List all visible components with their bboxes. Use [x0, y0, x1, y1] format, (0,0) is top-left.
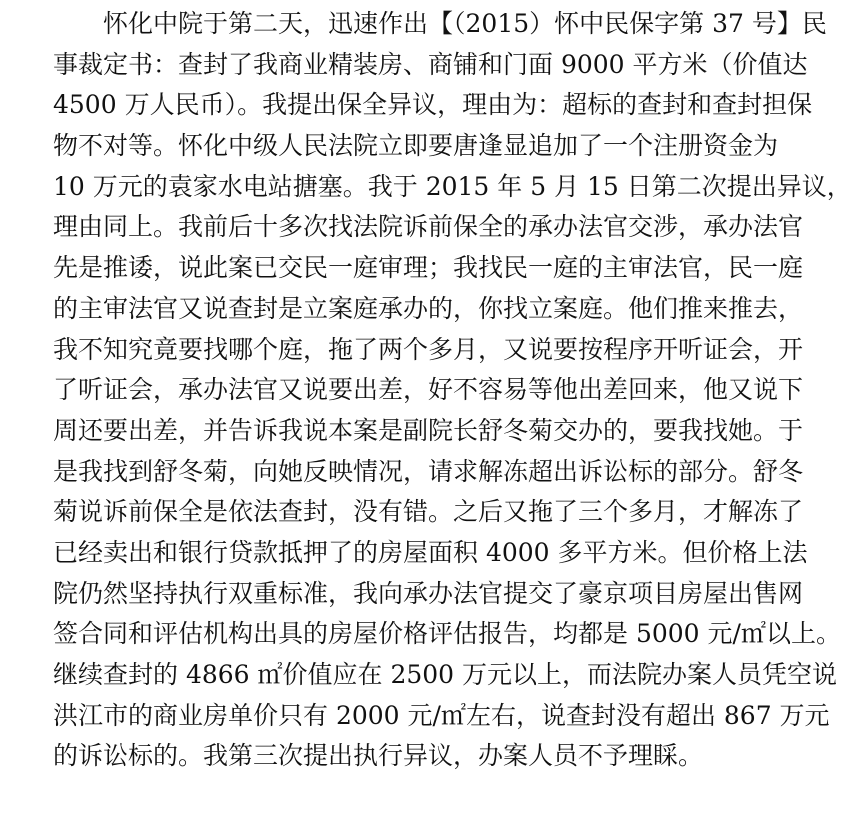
text-line: 继续查封的 4866 ㎡价值应在 2500 万元以上，而法院办案人员凭空说	[53, 660, 838, 689]
text-line: 周还要出差，并告诉我说本案是副院长舒冬菊交办的，要我找她。于	[53, 415, 804, 445]
text-line: 的诉讼标的。我第三次提出执行异议，办案人员不予理睬。	[53, 741, 704, 771]
text-line: 菊说诉前保全是依法查封，没有错。之后又拖了三个多月，才解冻了	[53, 497, 804, 527]
text-line: 10 万元的袁家水电站搪塞。我于 2015 年 5 月 15 日第二次提出异议，	[53, 171, 852, 201]
text-line: 了听证会，承办法官又说要出差，好不容易等他出差回来，他又说下	[53, 375, 804, 405]
text-line: 4500 万人民币）。我提出保全异议，理由为：超标的查封和查封担保	[53, 90, 813, 120]
text-line: 理由同上。我前后十多次找法院诉前保全的承办法官交涉，承办法官	[53, 212, 804, 242]
text-line: 物不对等。怀化中级人民法院立即要唐逢显追加了一个注册资金为	[53, 131, 779, 161]
body-paragraph	[53, 4, 852, 777]
text-line: 我不知究竟要找哪个庭，拖了两个多月，又说要按程序开听证会，开	[53, 334, 804, 364]
text-line: 是我找到舒冬菊，向她反映情况，请求解冻超出诉讼标的部分。舒冬	[53, 456, 804, 486]
text-line: 事裁定书：查封了我商业精装房、商铺和门面 9000 平方米（价值达	[53, 49, 808, 79]
text-line: 洪江市的商业房单价只有 2000 元/㎡左右，说查封没有超出 867 万元	[53, 700, 830, 730]
text-line: 怀化中院于第二天，迅速作出【（2015）怀中民保字第 37 号】民	[103, 9, 827, 38]
text-line: 先是推诿，说此案已交民一庭审理；我找民一庭的主审法官，民一庭	[53, 253, 804, 283]
text-line: 签合同和评估机构出具的房屋价格评估报告，均都是 5000 元/㎡以上。	[53, 619, 841, 649]
text-line: 院仍然坚持执行双重标准，我向承办法官提交了豪京项目房屋出售网	[53, 578, 804, 608]
text-line: 已经卖出和银行贷款抵押了的房屋面积 4000 多平方米。但价格上法	[53, 537, 808, 567]
text-line: 的主审法官又说查封是立案庭承办的，你找立案庭。他们推来推去，	[53, 293, 804, 323]
